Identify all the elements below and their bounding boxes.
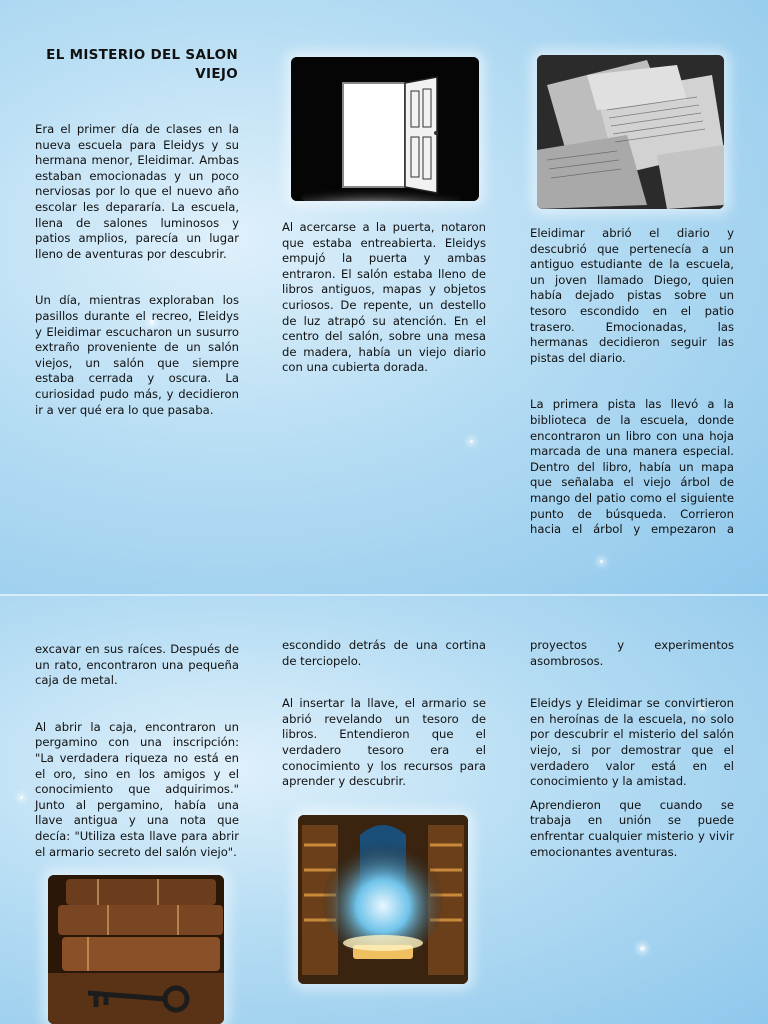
page1-column-2 (282, 220, 486, 376)
paragraph: Era el primer día de clases en la nueva escuela para Eleidys y su hermana menor, Eleidimar. Ambas estaban emocionadas y un poco nerviosas por lo que el nuevo año escolar les depararía. La escuela, llena de salones luminosos y patios amplios, parecía un lugar lleno de aventuras por descubrir. (35, 122, 239, 261)
old-letters-image (537, 55, 724, 209)
page2-column-1 (35, 642, 239, 860)
paragraph: Un día, mientras exploraban los pasillos durante el recreo, Eleidys y Eleidimar escucharon un susurro extraño proveniente de un salón viejos, un salón que siempre estaba cerrada y oscura. La curiosidad pudo más, y decidieron ir a ver qué era lo que pasaba. (35, 293, 239, 417)
paragraph: Al abrir la caja, encontraron un pergamino con una inscripción: "La verdadera riqueza no está en el oro, sino en los amigos y el conocimiento que adquirimos." Junto al pergamino, había una llave antigua y una nota que decía: "Utiliza esta llave para abrir el armario secreto del salón viejo". (35, 719, 239, 859)
sparkle (470, 440, 473, 443)
magical-library-image (298, 815, 468, 984)
old-books-key-image (48, 875, 224, 1024)
paragraph: Aprendieron que cuando se trabaja en unión se puede enfrentar cualquier misterio y vivir emocionantes aventuras. (530, 797, 734, 859)
paragraph: Eleidimar abrió el diario y descubrió que pertenecía a un antiguo estudiante de la escuela, un joven llamado Diego, quien había dejado pistas sobre un tesoro escondido en el patio trasero. Emocionadas, las hermanas decidieron seguir las pistas del diario. (530, 226, 734, 365)
paragraph: Al acercarse a la puerta, notaron que estaba entreabierta. Eleidys empujó la puerta y ambas entraron. El salón estaba lleno de libros antiguos, mapas y objetos curiosos. De repente, un destello de luz atrapó su atención. En el centro del salón, sobre una mesa de madera, había un viejo diario con una cubierta dorada. (282, 220, 486, 375)
open-door-image (291, 57, 479, 201)
paragraph: escondido detrás de una cortina de terciopelo. (282, 638, 486, 668)
paragraph: proyectos y experimentos asombrosos. (530, 638, 734, 668)
paragraph: excavar en sus raíces. Después de un rato, encontraron una pequeña caja de metal. (35, 642, 239, 688)
sparkle (640, 946, 645, 951)
page1-column-1 (35, 122, 239, 418)
sparkle (20, 796, 23, 799)
paragraph: La primera pista las llevó a la biblioteca de la escuela, donde encontraron un libro con una hoja marcada de una manera especial. Dentro del libro, había un mapa que señalaba el viejo árbol de mango del patio como el siguiente punto de búsqueda. Corrieron hacia el árbol y empezaron a (530, 397, 734, 537)
page-2 (0, 596, 768, 1024)
document-title: EL MISTERIO DEL SALON VIEJO (46, 47, 238, 82)
page2-column-2 (282, 638, 486, 790)
page1-column-3 (530, 226, 734, 538)
paragraph: Al insertar la llave, el armario se abrió revelando un tesoro de libros. Entendieron que el verdadero tesoro era el conocimiento y los recursos para aprender y descubrir. (282, 696, 486, 789)
sparkle (600, 560, 603, 563)
paragraph: Eleidys y Eleidimar se convirtieron en heroínas de la escuela, no solo por descubrir el misterio del salón viejo, si por demostrar que el verdadero valor está en el conocimiento y la amistad. (530, 696, 734, 789)
page2-column-3 (530, 638, 734, 860)
